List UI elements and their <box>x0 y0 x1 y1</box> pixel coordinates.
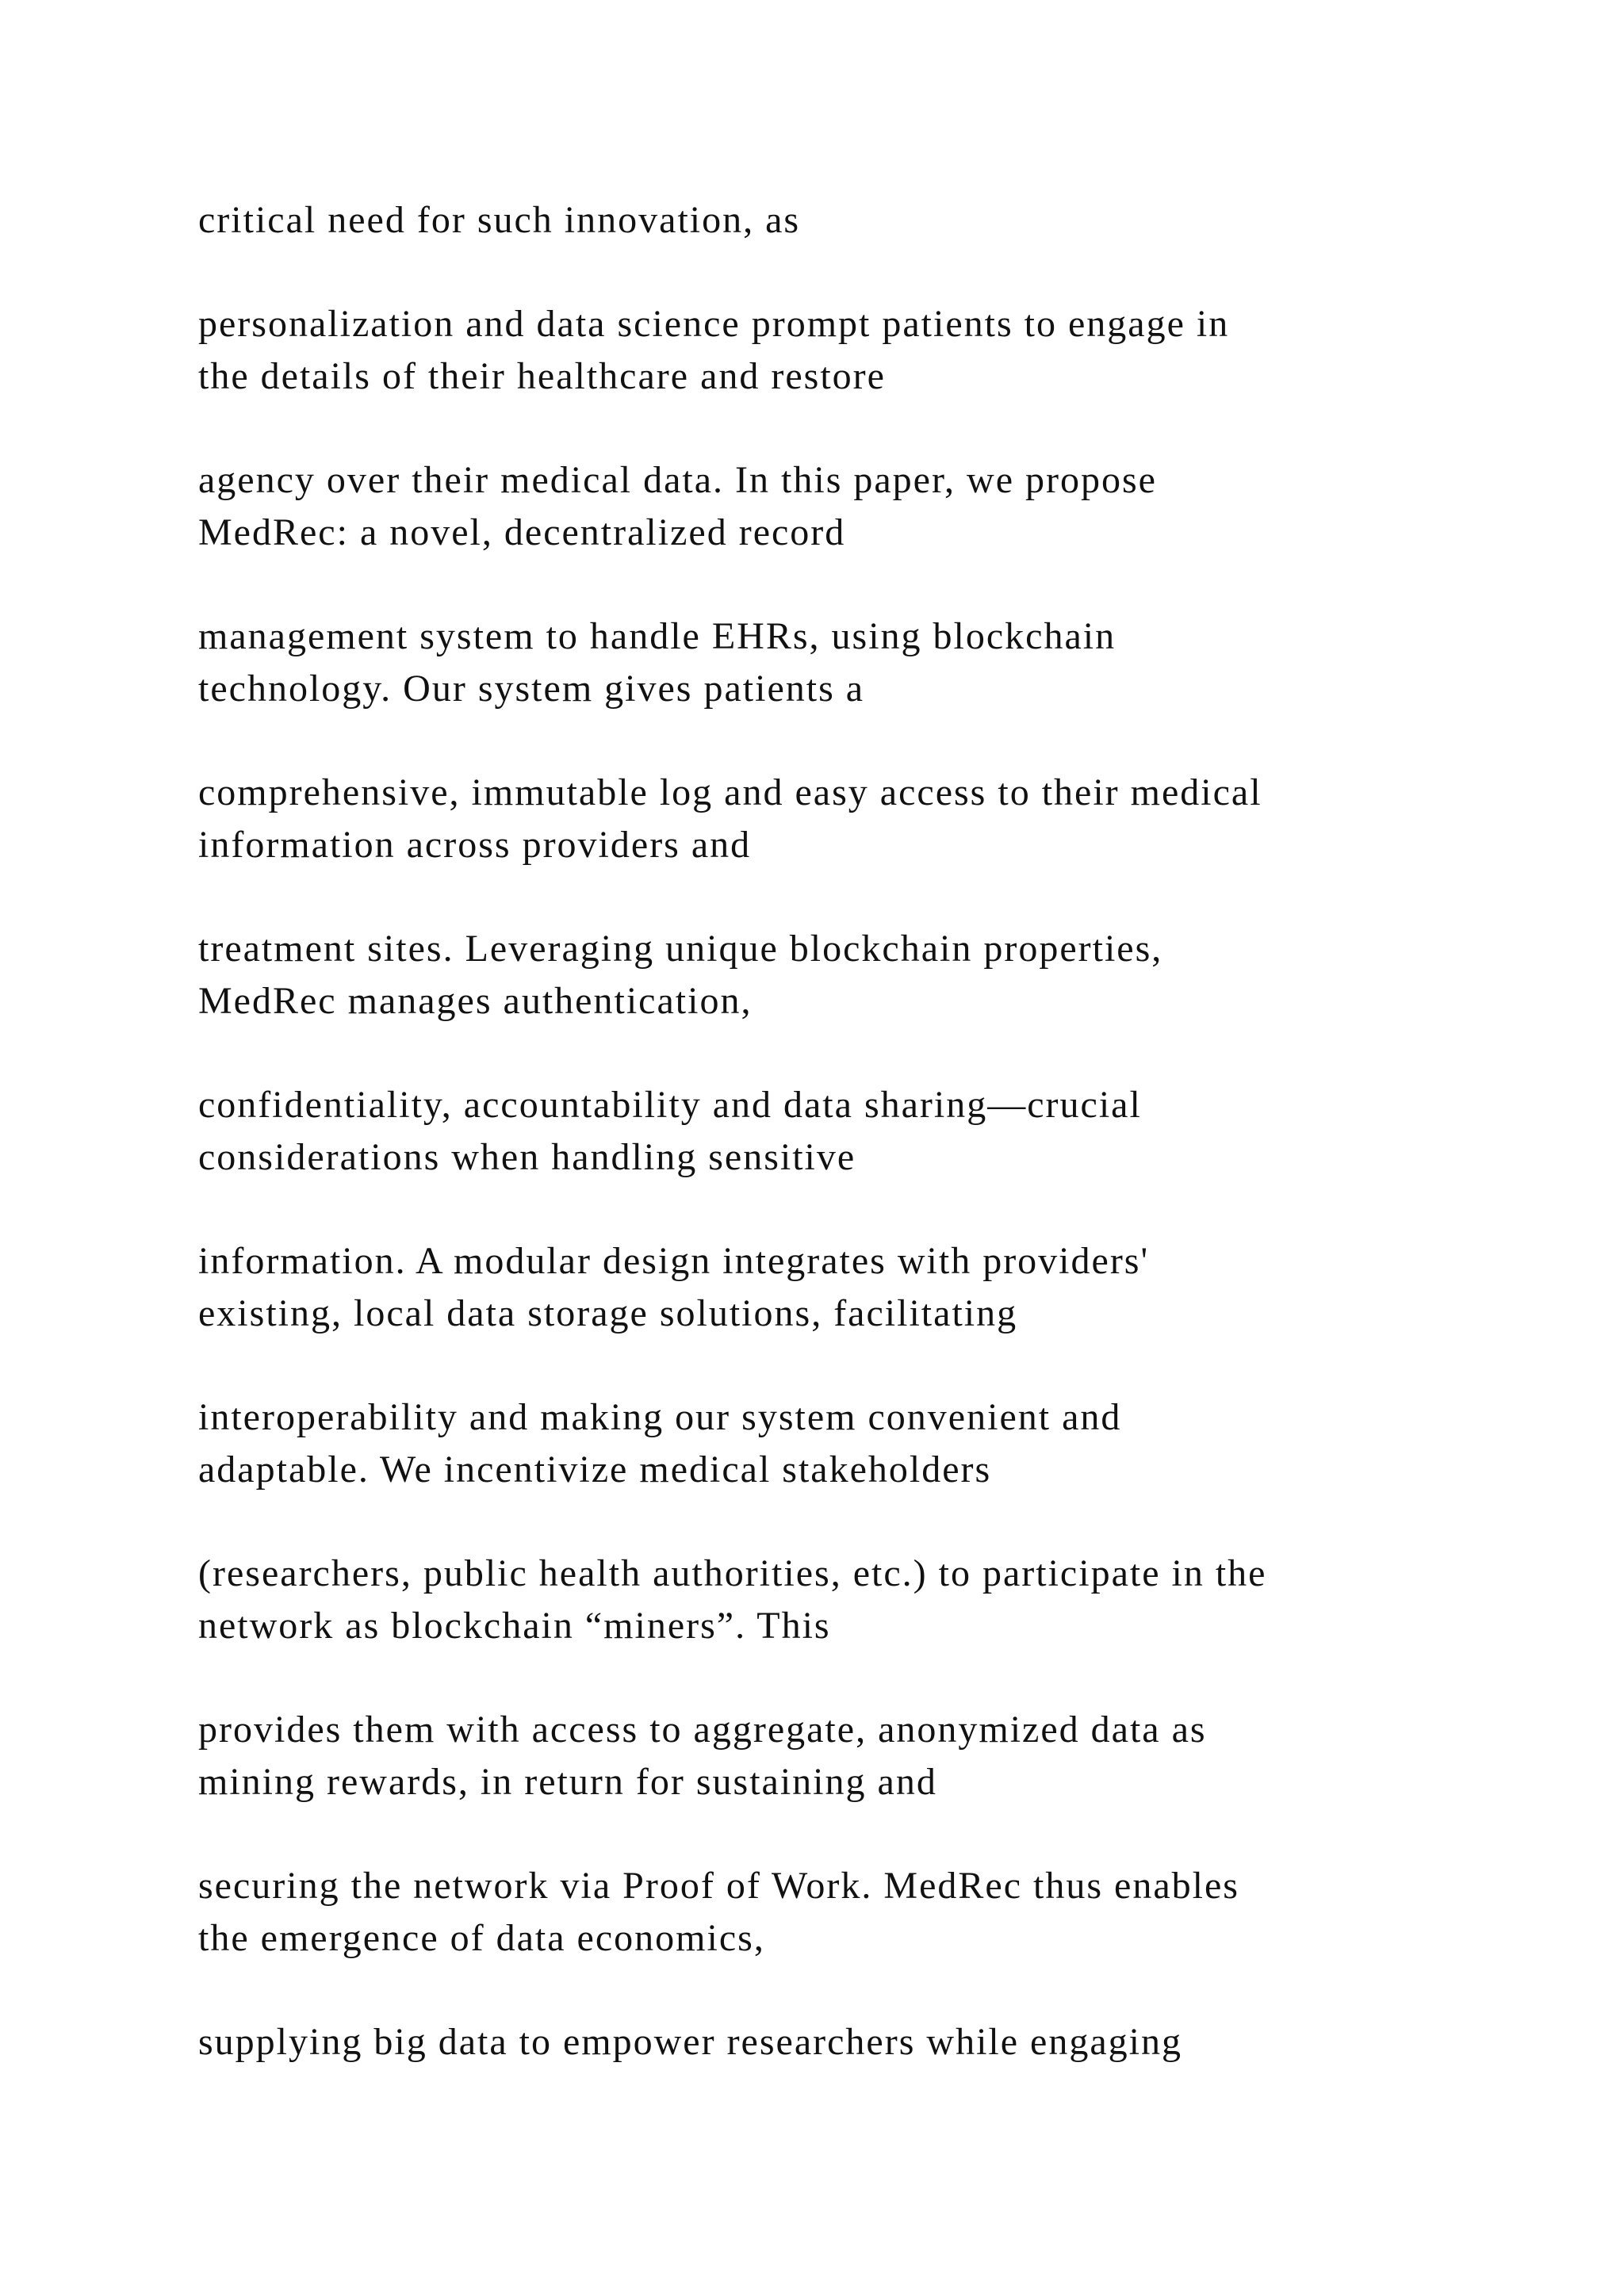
paragraph-10: (researchers, public health authorities, etc.) to participate in the network as blockchain “miners”. This <box>198 1552 1267 1647</box>
paragraph-6: treatment sites. Leveraging unique blockchain properties, MedRec manages authentication, <box>198 928 1163 1022</box>
paragraph-3: agency over their medical data. In this paper, we propose MedRec: a novel, decentralized record <box>198 459 1157 553</box>
paragraph-9: interoperability and making our system convenient and adaptable. We incentivize medical stakeholders <box>198 1396 1122 1490</box>
paragraph-2: personalization and data science prompt patients to engage in the details of their healthcare and restore <box>198 303 1230 397</box>
paragraph-11: provides them with access to aggregate, anonymized data as mining rewards, in return for sustaining and <box>198 1709 1207 1803</box>
document-body <box>198 194 1562 2120</box>
paragraph-5: comprehensive, immutable log and easy access to their medical information across providers and <box>198 771 1262 866</box>
paragraph-8: information. A modular design integrates with providers' existing, local data storage solutions, facilitating <box>198 1240 1150 1334</box>
paragraph-7: confidentiality, accountability and data sharing—crucial considerations when handling sensitive <box>198 1084 1142 1178</box>
paragraph-1: critical need for such innovation, as <box>198 199 801 241</box>
paragraph-13: supplying big data to empower researchers while engaging <box>198 2021 1182 2063</box>
paragraph-4: management system to handle EHRs, using blockchain technology. Our system gives patients a <box>198 615 1116 710</box>
paragraph-12: securing the network via Proof of Work. MedRec thus enables the emergence of data economics, <box>198 1865 1239 1959</box>
